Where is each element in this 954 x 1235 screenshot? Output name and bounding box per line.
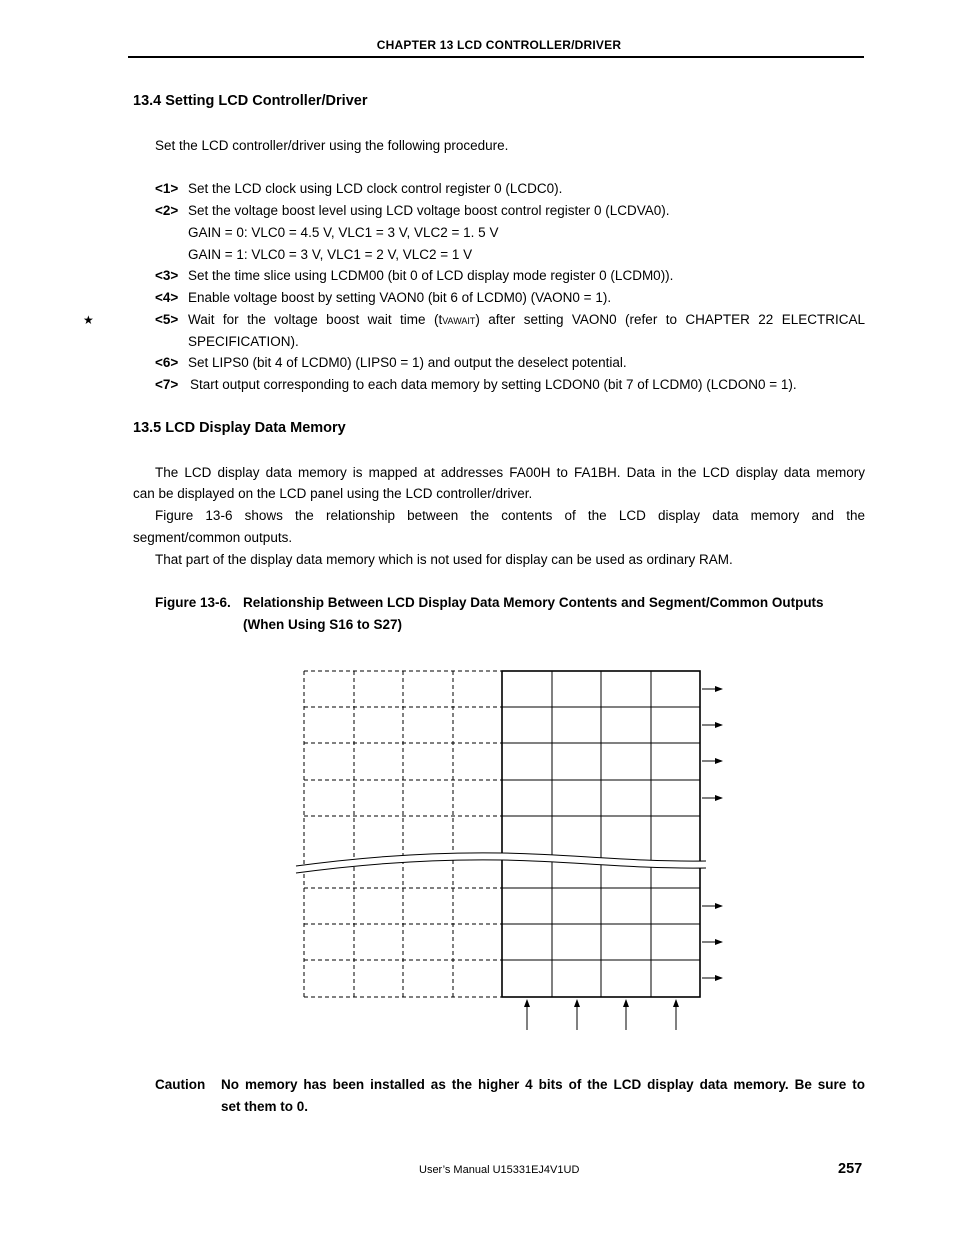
step-5-continuation: SPECIFICATION).	[188, 334, 299, 349]
step-tag: <2>	[155, 203, 179, 218]
step-6	[155, 355, 627, 371]
para-2-line-2: segment/common outputs.	[133, 530, 293, 545]
used-bits-region	[502, 671, 700, 997]
step-text: Set LIPS0 (bit 4 of LCDM0) (LIPS0 = 1) and output the deselect potential.	[188, 355, 627, 370]
figure-label: Figure 13-6.	[155, 595, 231, 610]
step-7	[155, 377, 797, 393]
step-text: Enable voltage boost by setting VAON0 (bit 6 of LCDM0) (VAON0 = 1).	[188, 290, 612, 305]
step-text: Start output corresponding to each data memory by setting LCDON0 (bit 7 of LCDM0) (LCDON0 = 1).	[190, 377, 797, 392]
step-tag: <4>	[155, 290, 179, 305]
step-text	[188, 312, 865, 329]
para-1-line-1: The LCD display data memory is mapped at addresses FA00H to FA1BH. Data in the LCD display data memory	[155, 465, 865, 480]
para-2-line-1: Figure 13-6 shows the relationship between the contents of the LCD display data memory and the	[155, 508, 865, 523]
step-text: Set the LCD clock using LCD clock control register 0 (LCDC0).	[188, 181, 563, 196]
para-3: That part of the display data memory which is not used for display can be used as ordinary RAM.	[155, 552, 733, 567]
unused-bits-region	[304, 671, 502, 997]
step-text: Set the voltage boost level using LCD voltage boost control register 0 (LCDVA0).	[188, 203, 670, 218]
figure-title-line-1: Relationship Between LCD Display Data Memory Contents and Segment/Common Outputs	[243, 595, 824, 610]
break-band	[296, 853, 706, 873]
step-2-gain-0: GAIN = 0: VLC0 = 4.5 V, VLC1 = 3 V, VLC2 = 1. 5 V	[188, 225, 499, 240]
step-text: Set the time slice using LCDM00 (bit 0 of LCD display mode register 0 (LCDM0)).	[188, 268, 674, 283]
step-3	[155, 268, 674, 284]
step-2	[155, 203, 670, 219]
step-2-gain-1: GAIN = 1: VLC0 = 3 V, VLC1 = 2 V, VLC2 = 1 V	[188, 247, 473, 262]
caution-label: Caution	[155, 1077, 206, 1092]
memory-map-diagram	[290, 660, 730, 1040]
page-number: 257	[838, 1161, 863, 1177]
step-text-part: Wait for the voltage boost wait time (t	[188, 312, 443, 327]
step-tag: <3>	[155, 268, 179, 283]
segment-output-arrows	[702, 689, 722, 978]
chapter-header: CHAPTER 13 LCD CONTROLLER/DRIVER	[376, 38, 622, 52]
common-input-arrows	[527, 1000, 676, 1030]
figure-title-line-2: (When Using S16 to S27)	[243, 617, 403, 632]
section-13-5-title: 13.5 LCD Display Data Memory	[133, 420, 346, 436]
step-tag: <7>	[155, 377, 179, 392]
step-tag: <1>	[155, 181, 179, 196]
step-4	[155, 290, 612, 306]
step-1	[155, 181, 563, 197]
subscript: VAWAIT	[442, 316, 476, 326]
caution-line-1: No memory has been installed as the higher 4 bits of the LCD display data memory. Be sure to	[221, 1077, 865, 1092]
revision-star-icon: ★	[83, 313, 94, 327]
section-13-4-title: 13.4 Setting LCD Controller/Driver	[133, 93, 368, 109]
header-rule	[128, 56, 864, 58]
step-5	[155, 312, 865, 328]
step-text-part: ) after setting VAON0 (refer to CHAPTER 22 ELECTRICAL	[475, 312, 865, 327]
footer-manual-id: User’s Manual U15331EJ4V1UD	[419, 1164, 580, 1176]
step-tag: <6>	[155, 355, 179, 370]
step-tag: <5>	[155, 312, 179, 327]
caution-line-2: set them to 0.	[221, 1099, 309, 1114]
section-13-4-intro: Set the LCD controller/driver using the following procedure.	[155, 138, 509, 153]
para-1-line-2: can be displayed on the LCD panel using the LCD controller/driver.	[133, 486, 533, 501]
